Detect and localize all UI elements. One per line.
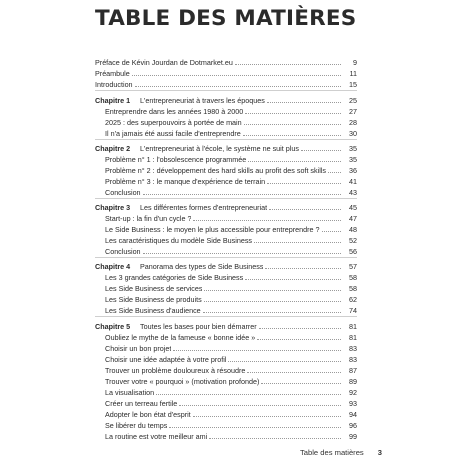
toc-entry-row[interactable] [95,342,357,353]
toc-entry-row[interactable] [95,271,357,282]
dot-leader [204,289,341,291]
dot-leader [243,134,341,136]
dot-leader [173,349,341,351]
dot-leader [328,171,341,173]
toc-entry-label: L'entrepreneuriat à l'école, le système ne suit plus [140,144,299,153]
dot-leader [203,311,341,313]
toc-page-number: 57 [349,262,357,271]
toc-page-number: 89 [349,377,357,386]
toc-page-number: 99 [349,432,357,441]
dot-leader [247,371,341,373]
toc-entry-label: Le Side Business : le moyen le plus accessible pour entreprendre ? [105,225,320,234]
dot-leader [235,63,341,65]
dot-leader [322,230,341,232]
toc-chapter-number: Chapitre 2 [95,144,131,153]
dot-leader [301,149,341,151]
toc-entry-label: La routine est votre meilleur ami [105,432,208,441]
dot-leader [248,160,341,162]
toc-entry-row[interactable] [95,78,357,89]
dot-leader [228,360,341,362]
toc-entry-label: Problème n° 2 : développement des hard skills au profit des soft skills [105,166,327,175]
toc-entry-label: 2025 : des superpouvoirs à portée de main [105,118,242,127]
footer-section-title: Table des matières [300,448,364,457]
toc-page-number: 93 [349,399,357,408]
toc-page-number: 96 [349,421,357,430]
toc-chapter-row[interactable] [95,94,357,105]
section-divider [95,139,357,140]
dot-leader [245,278,341,280]
toc-page-number: 9 [353,58,357,67]
toc-entry-label: Les Side Business de produits [105,295,202,304]
toc-entry-label: Conclusion [105,188,141,197]
toc-chapter-row[interactable] [95,142,357,153]
toc-entry-row[interactable] [95,116,357,127]
toc-entry-row[interactable] [95,245,357,256]
toc-entry-label: Les différentes formes d'entrepreneuriat [140,203,268,212]
toc-entry-label: Trouver un problème douloureux à résoudre [105,366,246,375]
toc-chapter-row[interactable] [95,201,357,212]
section-divider [95,316,357,317]
toc-entry-row[interactable] [95,127,357,138]
toc-entry-row[interactable] [95,186,357,197]
dot-leader [169,426,341,428]
toc-entry-row[interactable] [95,175,357,186]
toc-page-number: 81 [349,333,357,342]
toc-entry-row[interactable] [95,364,357,375]
dot-leader [143,193,341,195]
dot-leader [143,252,341,254]
toc-page-number: 11 [349,69,357,78]
toc-entry-row[interactable] [95,375,357,386]
toc-page-number: 47 [349,214,357,223]
toc-entry-row[interactable] [95,419,357,430]
dot-leader [245,112,341,114]
toc-page-number: 43 [349,188,357,197]
page-title: TABLE DES MATIÈRES [95,6,357,31]
toc-entry-row[interactable] [95,67,357,78]
toc-entry-label: Start-up : la fin d'un cycle ? [105,214,192,223]
toc-page-number: 92 [349,388,357,397]
toc-entry-row[interactable] [95,386,357,397]
toc-page-number: 56 [349,247,357,256]
dot-leader [267,182,341,184]
toc-chapter-row[interactable] [95,260,357,271]
toc-entry-label: Il n'a jamais été aussi facile d'entreprendre [105,129,241,138]
dot-leader [244,123,341,125]
dot-leader [261,382,341,384]
toc-page-number: 62 [349,295,357,304]
dot-leader [257,338,341,340]
toc-entry-label: Problème n° 1 : l'obsolescence programmée [105,155,247,164]
toc-entry-row[interactable] [95,153,357,164]
dot-leader [265,267,341,269]
toc-entry-label: Problème n° 3 : le manque d'expérience de terrain [105,177,266,186]
dot-leader [156,393,341,395]
toc-entry-label: Oubliez le mythe de la fameuse « bonne idée » [105,333,256,342]
toc-page-number: 81 [349,322,357,331]
toc-entry-label: La visualisation [105,388,155,397]
dot-leader [135,85,341,87]
toc-entry-label: Les caractéristiques du modèle Side Business [105,236,253,245]
toc-chapter-number: Chapitre 1 [95,96,131,105]
toc-page-number: 35 [349,144,357,153]
toc-page-number: 41 [349,177,357,186]
toc-page-number: 94 [349,410,357,419]
dot-leader [132,74,341,76]
toc-entry-row[interactable] [95,397,357,408]
toc-entry-label: Entreprendre dans les années 1980 à 2000 [105,107,244,116]
toc-entry-label: Créer un terreau fertile [105,399,178,408]
toc-chapter-number: Chapitre 4 [95,262,131,271]
toc-entry-label: Toutes les bases pour bien démarrer [140,322,257,331]
toc-page-number: 45 [349,203,357,212]
toc-entry-row[interactable] [95,105,357,116]
toc-entry-row[interactable] [95,353,357,364]
toc-entry-row[interactable] [95,223,357,234]
toc-page-number: 87 [349,366,357,375]
section-divider [95,198,357,199]
footer-page-number: 3 [377,448,382,457]
toc-entry-label: Préambule [95,69,130,78]
dot-leader [193,219,341,221]
toc-entry-label: Les Side Business d'audience [105,306,201,315]
toc-page-number: 52 [349,236,357,245]
toc-entry-row[interactable] [95,164,357,175]
toc-entry-label: Se libérer du temps [105,421,168,430]
toc-page-number: 58 [349,273,357,282]
dot-leader [254,241,341,243]
toc-entry-label: Choisir un bon projet [105,344,172,353]
dot-leader [267,101,341,103]
toc-entry-label: Trouver votre « pourquoi » (motivation profonde) [105,377,260,386]
toc-entry-label: Adopter le bon état d'esprit [105,410,191,419]
toc-entry-row[interactable] [95,331,357,342]
toc-page-number: 83 [349,355,357,364]
toc-page-number: 35 [349,155,357,164]
toc-entry-row[interactable] [95,212,357,223]
toc-page-number: 36 [349,166,357,175]
toc-entry-label: Choisir une idée adaptée à votre profil [105,355,227,364]
toc-page-number: 27 [349,107,357,116]
toc-entry-row[interactable] [95,430,357,441]
toc-chapter-row[interactable] [95,320,357,331]
toc-entry-label: Conclusion [105,247,141,256]
dot-leader [204,300,341,302]
toc-page-number: 15 [349,80,357,89]
toc-page-number: 58 [349,284,357,293]
section-divider [95,90,357,91]
toc-entry-row[interactable] [95,408,357,419]
dot-leader [269,208,341,210]
page-footer [300,448,382,457]
toc-entry-label: Les 3 grandes catégories de Side Business [105,273,244,282]
dot-leader [259,327,341,329]
toc-page-number: 25 [349,96,357,105]
toc-entry-row[interactable] [95,234,357,245]
toc-entry-row[interactable] [95,304,357,315]
toc-chapter-number: Chapitre 3 [95,203,131,212]
toc-page-number: 48 [349,225,357,234]
toc-entry-row[interactable] [95,282,357,293]
section-divider [95,257,357,258]
toc-entry-label: Les Side Business de services [105,284,203,293]
toc-entry-label: Panorama des types de Side Business [140,262,264,271]
toc-entry-row[interactable] [95,56,357,67]
toc-page-number: 30 [349,129,357,138]
toc-entry-label: L'entrepreneuriat à travers les époques [140,96,265,105]
toc-entry-label: Introduction [95,80,133,89]
toc-chapter-number: Chapitre 5 [95,322,131,331]
toc-page-number: 83 [349,344,357,353]
toc-entry-label: Préface de Kévin Jourdan de Dotmarket.eu [95,58,233,67]
dot-leader [179,404,341,406]
toc-page-number: 74 [349,306,357,315]
toc-entry-row[interactable] [95,293,357,304]
dot-leader [193,415,341,417]
dot-leader [209,437,341,439]
toc-page-number: 28 [349,118,357,127]
